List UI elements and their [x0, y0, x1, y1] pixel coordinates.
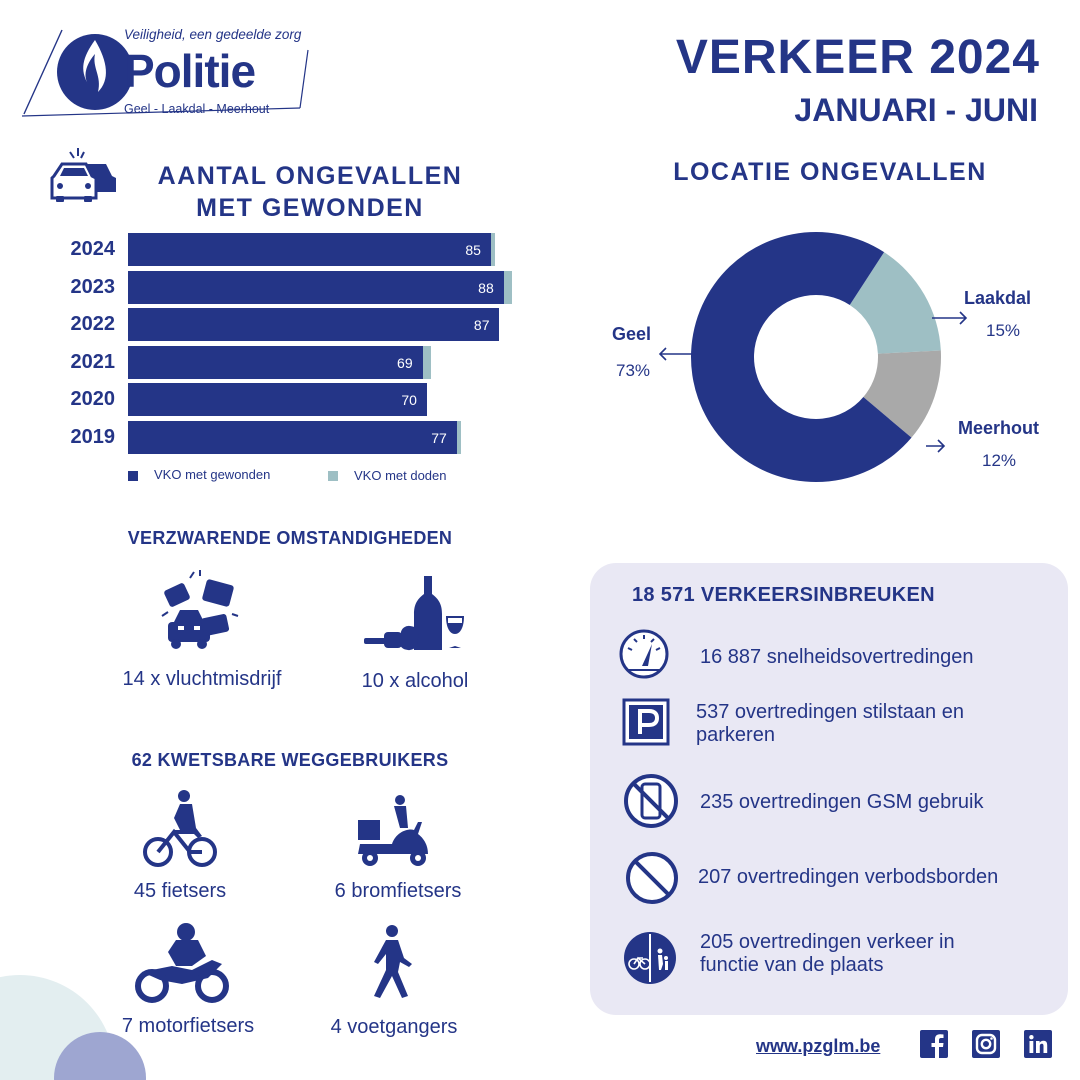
inbreuk-label-3: 207 overtredingen verbodsborden	[698, 866, 999, 888]
legend-label: VKO met gewonden	[154, 467, 271, 482]
linkedin-icon[interactable]	[1024, 1030, 1052, 1058]
donut-chart	[600, 220, 1070, 500]
bar-year-label: 2022	[70, 313, 115, 336]
cyclist-icon	[140, 788, 220, 868]
bar-doden	[423, 346, 432, 379]
verzwarend-label-0: 14 x vluchtmisdrijf	[122, 668, 282, 690]
bar-year-label: 2021	[70, 350, 115, 373]
inbreuk-label-1: 537 overtredingen stilstaan en parkeren	[696, 701, 964, 746]
prohibition-sign-icon	[624, 850, 680, 906]
donut-percent: 15%	[986, 321, 1021, 340]
logo-name: Politie	[124, 45, 256, 97]
bar-year-label: 2019	[70, 426, 115, 448]
kwetsbaar-label-2: 7 motorfietsers	[121, 1015, 255, 1037]
bar-year-label: 2023	[70, 275, 115, 298]
verzwarend-title: VERZWARENDE OMSTANDIGHEDEN	[127, 528, 453, 548]
inbreuk-label-4: 205 overtredingen verkeer in functie van de plaats	[700, 931, 955, 976]
car-crash-icon	[160, 570, 240, 652]
motorcycle-icon	[132, 922, 232, 1004]
kwetsbaar-label-3: 4 voetgangers	[330, 1016, 458, 1038]
bar-doden	[504, 271, 513, 304]
page-title: VERKEER 2024	[675, 31, 1040, 84]
no-phone-icon	[622, 772, 680, 830]
bar-value-label: 70	[401, 392, 417, 409]
moped-icon	[356, 792, 432, 868]
bar-year-label: 2024	[70, 238, 115, 260]
bar-value-label: 77	[431, 430, 447, 446]
page-subtitle: JANUARI - JUNI	[794, 92, 1038, 128]
speedometer-icon	[618, 628, 670, 680]
inbreuk-label-0: 16 887 snelheidsovertredingen	[700, 646, 974, 668]
alcohol-icon	[362, 574, 472, 654]
legend-swatch	[328, 471, 338, 481]
donut-label: Geel	[612, 324, 652, 344]
donut-percent: 12%	[982, 451, 1017, 470]
donut-percent: 73%	[616, 361, 651, 380]
donut-arrow	[926, 440, 944, 452]
bar-value-label: 69	[397, 354, 413, 371]
shared-path-sign-icon	[622, 930, 678, 986]
parking-icon	[622, 698, 670, 746]
legend-label: VKO met doden	[354, 468, 447, 483]
kwetsbaar-label-1: 6 bromfietsers	[334, 880, 462, 902]
bar-chart-title: AANTAL ONGEVALLEN MET GEWONDEN	[157, 162, 463, 222]
kwetsbaar-label-0: 45 fietsers	[133, 880, 227, 902]
inbreuk-label-2: 235 overtredingen GSM gebruik	[700, 791, 984, 813]
car-accident-icon	[48, 146, 118, 208]
bar-doden	[491, 233, 495, 266]
verzwarend-label-1: 10 x alcohol	[361, 670, 469, 692]
bar-doden	[457, 421, 461, 454]
website-link[interactable]: www.pzglm.be	[756, 1036, 881, 1056]
donut-label: Laakdal	[964, 288, 1032, 308]
legend-swatch	[128, 471, 138, 481]
logo-zone: Geel - Laakdal - Meerhout	[124, 102, 270, 116]
inbreuken-title: 18 571 VERKEERSINBREUKEN	[632, 584, 935, 606]
bar-value-label: 85	[465, 242, 481, 258]
kwetsbaar-title: 62 KWETSBARE WEGGEBRUIKERS	[131, 750, 449, 770]
bar-value-label: 88	[478, 279, 494, 296]
bar-value-label: 87	[473, 317, 490, 334]
donut-label: Meerhout	[958, 418, 1039, 438]
logo-tagline: Veiligheid, een gedeelde zorg	[124, 27, 302, 42]
donut-arrow	[932, 312, 966, 324]
bar-year-label: 2020	[70, 388, 115, 411]
pedestrian-icon	[356, 924, 420, 1000]
instagram-icon[interactable]	[972, 1030, 1000, 1058]
facebook-icon[interactable]	[920, 1030, 948, 1058]
donut-chart-title: LOCATIE ONGEVALLEN	[673, 158, 987, 186]
